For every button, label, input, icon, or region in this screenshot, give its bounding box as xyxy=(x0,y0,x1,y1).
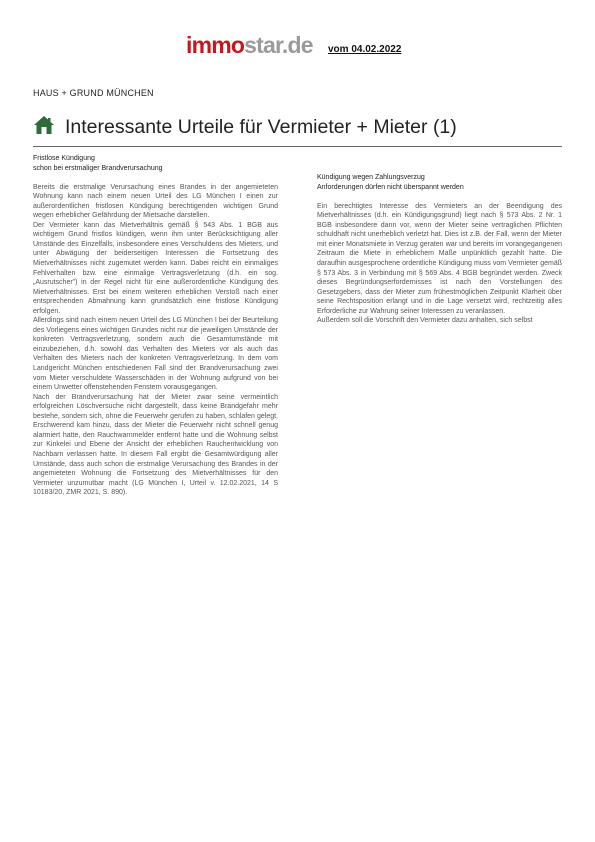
article-heading: Kündigung wegen Zahlungsverzug xyxy=(317,174,425,182)
house-icon xyxy=(33,115,55,135)
article-column-right xyxy=(317,154,562,326)
article-subheading: schon bei erstmaliger Brandverursachung xyxy=(33,164,163,172)
article-paragraph: Nach der Brandverursachung hat der Mieter zwar seine vermeintlich erfolgreichen Löschversuche nicht dargestellt, dass keine Brandgefahr mehr bestehe, sondern sich, ohne die Feuerwehr gerufen zu haben, schlafen gelegt. Erschwerend kam hinzu, dass der Mieter die Feuerwehr nicht schnell genug alarmiert hatte, den Rauchwarnmelder entfernt hatte und die Wohnung selbst zur Kinkelei und Ebene der Ansicht der erheblichen Rauchentwicklung von Nachbarn verlassen hatte. In diesem Fall ergibt die Gesamtwürdigung aller Umstände, dass auch schon die erstmalige Verursachung des Brandes in der angemieteten Wohnung die Fortsetzung des Mietverhältnisses für den Vermieter unzumutbar macht (LG München I, Urteil v. 12.02.2021, 14 S 10183/20, ZMR 2021, S. 890). xyxy=(33,393,278,497)
article-paragraph: Ein berechtigtes Interesse des Vermieters an der Beendigung des Mietverhältnisses (d.h. ein Kündigungsgrund) liegt nach § 573 Abs. 2 Nr. 1 BGB insbesondere dann vor, wenn der Mieter seine vertraglichen Pflichten schuldhaft nicht unerheblich verletzt hat. Dies ist z.B. der Fall, wenn der Mieter mit einer Monatsmiete in Verzug geraten war und bereits im vorangegangenen Zeitraum die Miete in erheblichem Maße unpünktlich gezahlt hatte. Die daraufhin ausgesprochene ordentliche Kündigung muss vom Vermieter gemäß § 573 Abs. 3 in Verbindung mit § 569 Abs. 4 BGB begründet werden. Zweck dieses Begründungserfordernisses ist nach den Vorstellungen des Gesetzgebers, dass der Mieter zum frühestmöglichen Zeitpunkt Klarheit über seine Rechtsposition erlangt und in die Lage versetzt wird, rechtzeitig alles Erforderliche zur Wahrung seiner Interessen zu veranlassen. xyxy=(317,202,562,315)
article-fristlose-kuendigung xyxy=(33,154,278,498)
page-title: Interessante Urteile für Vermieter + Mieter (1) xyxy=(65,116,457,138)
article-paragraph: Bereits die erstmalige Verursachung eines Brandes in der angemieteten Wohnung kann nach einem neuen Urteil des LG München I einen zur außerordentlichen fristlosen Kündigung berechtigenden wichtigen Grund wegen erheblicher Gefährdung der Mietsache darstellen. xyxy=(33,183,278,220)
article-paragraph: Außerdem soll die Vorschrift den Vermieter dazu anhalten, sich selbst xyxy=(317,317,533,325)
publication-date: vom 04.02.2022 xyxy=(328,44,402,55)
article-heading: Fristlose Kündigung xyxy=(33,155,95,162)
logo-text-grey: star.de xyxy=(244,32,313,58)
site-logo xyxy=(186,33,313,57)
logo-text-red: immo xyxy=(186,32,245,58)
article-paragraph: Allerdings sind nach einem neuen Urteil des LG München I bei der Beurteilung des Vorliegens eines wichtigen Grundes nicht nur die jeweiligen Umstände der konkreten Vertragsverletzung, sondern auch die Gesamtumstände mit einzubeziehen, d.h. sowohl das Verhalten des Mieters vor als auch das Verhalten des Mieters nach der konkreten Vertragsverletzung. In dem vom Landgericht München entschiedenen Fall sind der Brandverursachung zwei vom Mieter verschuldete Wasserschäden in der Wohnung aufgrund von bei einem Unwetter offenstehenden Fenstern vorausgegangen. xyxy=(33,317,278,392)
title-divider xyxy=(33,146,562,147)
article-subheading: Anforderungen dürfen nicht überspannt werden xyxy=(317,183,464,191)
source-label: HAUS + GRUND MÜNCHEN xyxy=(33,88,154,98)
article-paragraph: Der Vermieter kann das Mietverhältnis gemäß § 543 Abs. 1 BGB aus wichtigem Grund fristlos kündigen, wenn ihm unter Berücksichtigung aller Umstände des Einzelfalls, insbesondere eines Verschuldens des Mieters, und unter Abwägung der beiderseitigen Interessen die Fortsetzung des Mietverhältnisses nicht zugemutet werden kann. Dabei reicht ein einmaliges Fehlverhalten bzw. eine einmalige Vertragsverletzung (d.h. ein sog. „Ausrutscher") in der Regel nicht für eine außerordentliche Kündigung des Mietverhältnisses. Erst bei einem weiteren erheblichen Verstoß nach einer entsprechenden Abmahnung kann grundsätzlich eine fristlose Kündigung erfolgen. xyxy=(33,221,278,315)
